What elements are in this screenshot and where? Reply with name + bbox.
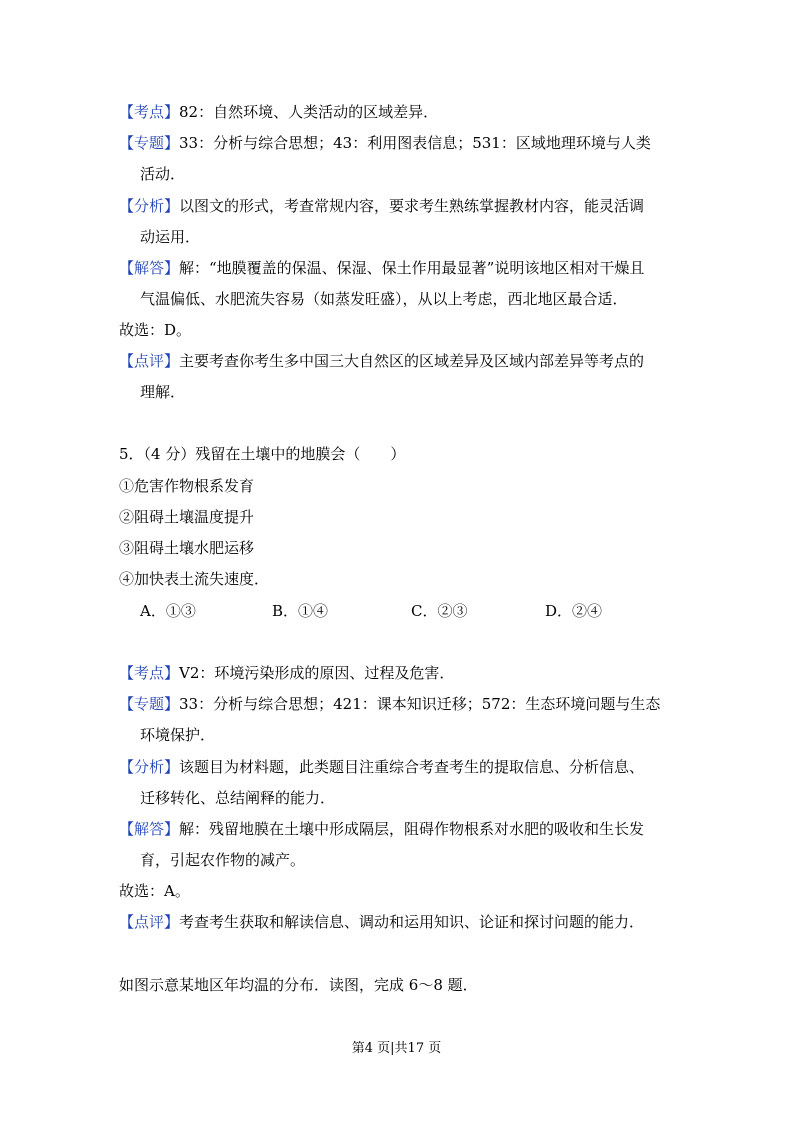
q5-option-c: C．②③ <box>411 602 468 620</box>
zhuanti-tag: 【专题】 <box>119 695 180 713</box>
q4-kaodian-line <box>119 102 438 122</box>
q5-kaodian-text: V2：环境污染形成的原因、过程及危害． <box>179 664 455 682</box>
kaodian-tag: 【考点】 <box>119 103 180 121</box>
q5-dianping-line <box>119 912 644 932</box>
q5-jieda-text-2: 育，引起农作物的减产。 <box>140 851 306 869</box>
q5-jieda-text-1: 解：残留地膜在土壤中形成隔层，阻碍作物根系对水肥的吸收和生长发 <box>179 820 645 838</box>
q5-fenxi-line <box>119 757 644 777</box>
q5-option-b: B．①④ <box>272 602 329 620</box>
q5-item-1: ①危害作物根系发育 <box>119 477 255 495</box>
q5-item-3: ③阻碍土壤水肥运移 <box>119 539 255 557</box>
q4-jieda-text-2: 气温偏低、水肥流失容易（如蒸发旺盛），从以上考虑，西北地区最合适． <box>140 290 628 308</box>
q4-answer: 故选：D。 <box>119 321 192 339</box>
q5-zhuanti-text-2: 环境保护． <box>140 726 216 744</box>
dianping-tag: 【点评】 <box>119 352 180 370</box>
q5-kaodian-line <box>119 663 454 683</box>
q4-kaodian-text: 82：自然环境、人类活动的区域差异． <box>179 103 439 121</box>
q5-item-4: ④加快表土流失速度． <box>119 570 270 588</box>
q5-option-d: D．②④ <box>545 602 603 620</box>
q4-dianping-text-1: 主要考查你考生多中国三大自然区的区域差异及区域内部差异等考点的 <box>179 352 645 370</box>
q4-dianping-line <box>119 351 644 371</box>
q5-jieda-line <box>119 819 644 839</box>
q5-stem: 5．（4 分）残留在土壤中的地膜会（ ） <box>119 445 406 463</box>
q5-option-a: A．①③ <box>140 602 196 620</box>
q4-zhuanti-line <box>119 133 651 153</box>
page-footer: 第4 页|共17 页 <box>351 1041 442 1056</box>
q5-zhuanti-line <box>119 694 660 714</box>
q5-answer: 故选：A。 <box>119 882 190 900</box>
q4-fenxi-text-1: 以图文的形式，考查常规内容，要求考生熟练掌握教材内容，能灵活调 <box>179 197 645 215</box>
kaodian-tag: 【考点】 <box>119 664 180 682</box>
fenxi-tag: 【分析】 <box>119 197 180 215</box>
jieda-tag: 【解答】 <box>119 259 180 277</box>
jieda-tag: 【解答】 <box>119 820 180 838</box>
q4-fenxi-line <box>119 196 644 216</box>
q4-zhuanti-text-1: 33：分析与综合思想；43：利用图表信息；531：区域地理环境与人类 <box>179 134 651 152</box>
q5-fenxi-text-2: 迁移转化、总结阐释的能力． <box>140 789 336 807</box>
q4-jieda-text-1: 解：“地膜覆盖的保温、保湿、保土作用最显著”说明该地区相对干燥且 <box>179 259 645 277</box>
q4-jieda-line <box>119 258 644 278</box>
zhuanti-tag: 【专题】 <box>119 134 180 152</box>
q5-fenxi-text-1: 该题目为材料题，此类题目注重综合考查考生的提取信息、分析信息、 <box>179 758 645 776</box>
q4-fenxi-text-2: 动运用． <box>140 228 201 246</box>
q4-zhuanti-text-2: 活动． <box>140 165 186 183</box>
q5-zhuanti-text-1: 33：分析与综合思想；421：课本知识迁移；572：生态环境问题与生态 <box>179 695 661 713</box>
dianping-tag: 【点评】 <box>119 913 180 931</box>
q5-item-2: ②阻碍土壤温度提升 <box>119 508 255 526</box>
q4-dianping-text-2: 理解． <box>140 383 186 401</box>
q5-dianping-text-1: 考查考生获取和解读信息、调动和运用知识、论证和探讨问题的能力． <box>179 913 645 931</box>
next-questions-intro: 如图示意某地区年均温的分布．读图，完成 6～8 题． <box>119 976 478 994</box>
fenxi-tag: 【分析】 <box>119 758 180 776</box>
